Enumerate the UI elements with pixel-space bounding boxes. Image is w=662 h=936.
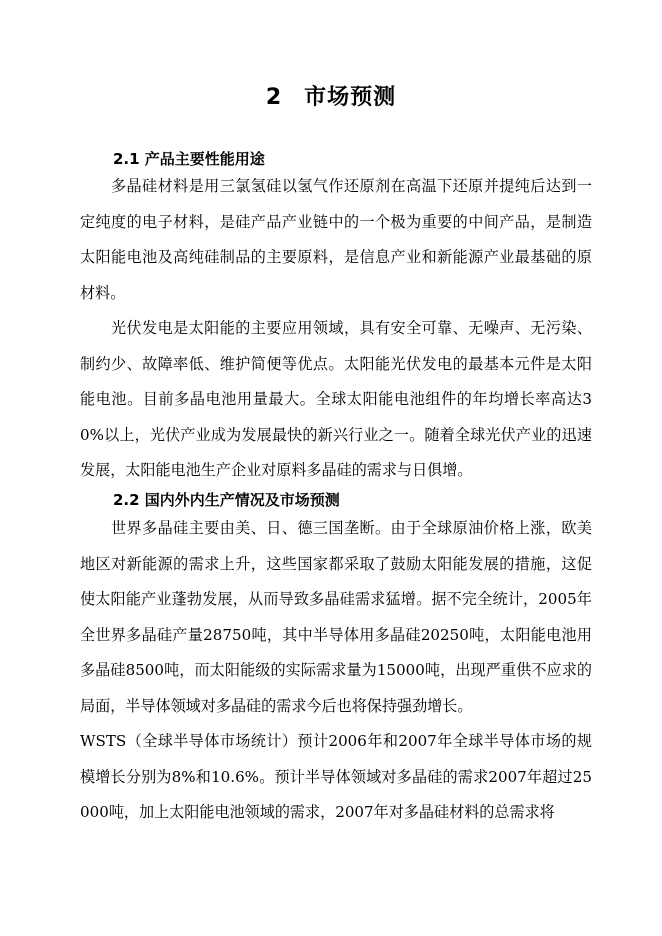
section-heading-2-2: 2.2 国内外内生产情况及市场预测: [113, 491, 340, 509]
paragraph-polysilicon-definition: 多晶硅材料是用三氯氢硅以氢气作还原剂在高温下还原并提纯后达到一定纯度的电子材料，是硅产品产业链中的一个极为重要的中间产品，是制造太阳能电池及高纯硅制品的主要原料，是信息产业和新能源产业最基础的原材料。: [80, 177, 592, 302]
chapter-title: [0, 84, 662, 112]
chapter-number: 2: [265, 85, 283, 110]
section-heading-2-1: 2.1 产品主要性能用途: [113, 150, 265, 168]
paragraph-world-market: 世界多晶硅主要由美、日、德三国垄断。由于全球原油价格上涨，欧美地区对新能源的需求上升，这些国家都采取了鼓励太阳能发展的措施，这促使太阳能产业蓬勃发展，从而导致多晶硅需求猛增。据不完全统计，2005年全世界多晶硅产量28750吨，其中半导体用多晶硅20250吨，太阳能电池用多晶硅8500吨，而太阳能级的实际需求量为15000吨，出现严重供不应求的局面，半导体领域对多晶硅的需求今后也将保持强劲增长。: [80, 519, 592, 715]
chapter-title-text: 市场预测: [304, 85, 397, 110]
paragraph-photovoltaic: 光伏发电是太阳能的主要应用领域，具有安全可靠、无噪声、无污染、制约少、故障率低、维护简便等优点。太阳能光伏发电的最基本元件是太阳能电池。目前多晶电池用量最大。全球太阳能电池组件的年均增长率高达30%以上，光伏产业成为发展最快的新兴行业之一。随着全球光伏产业的迅速发展，太阳能电池生产企业对原料多晶硅的需求与日俱增。: [80, 319, 592, 479]
paragraph-wsts-forecast: WSTS（全球半导体市场统计）预计2006年和2007年全球半导体市场的规模增长分别为8%和10.6%。预计半导体领域对多晶硅的需求2007年超过25000吨，加上太阳能电池领域的需求，2007年对多晶硅材料的总需求将: [80, 732, 592, 821]
